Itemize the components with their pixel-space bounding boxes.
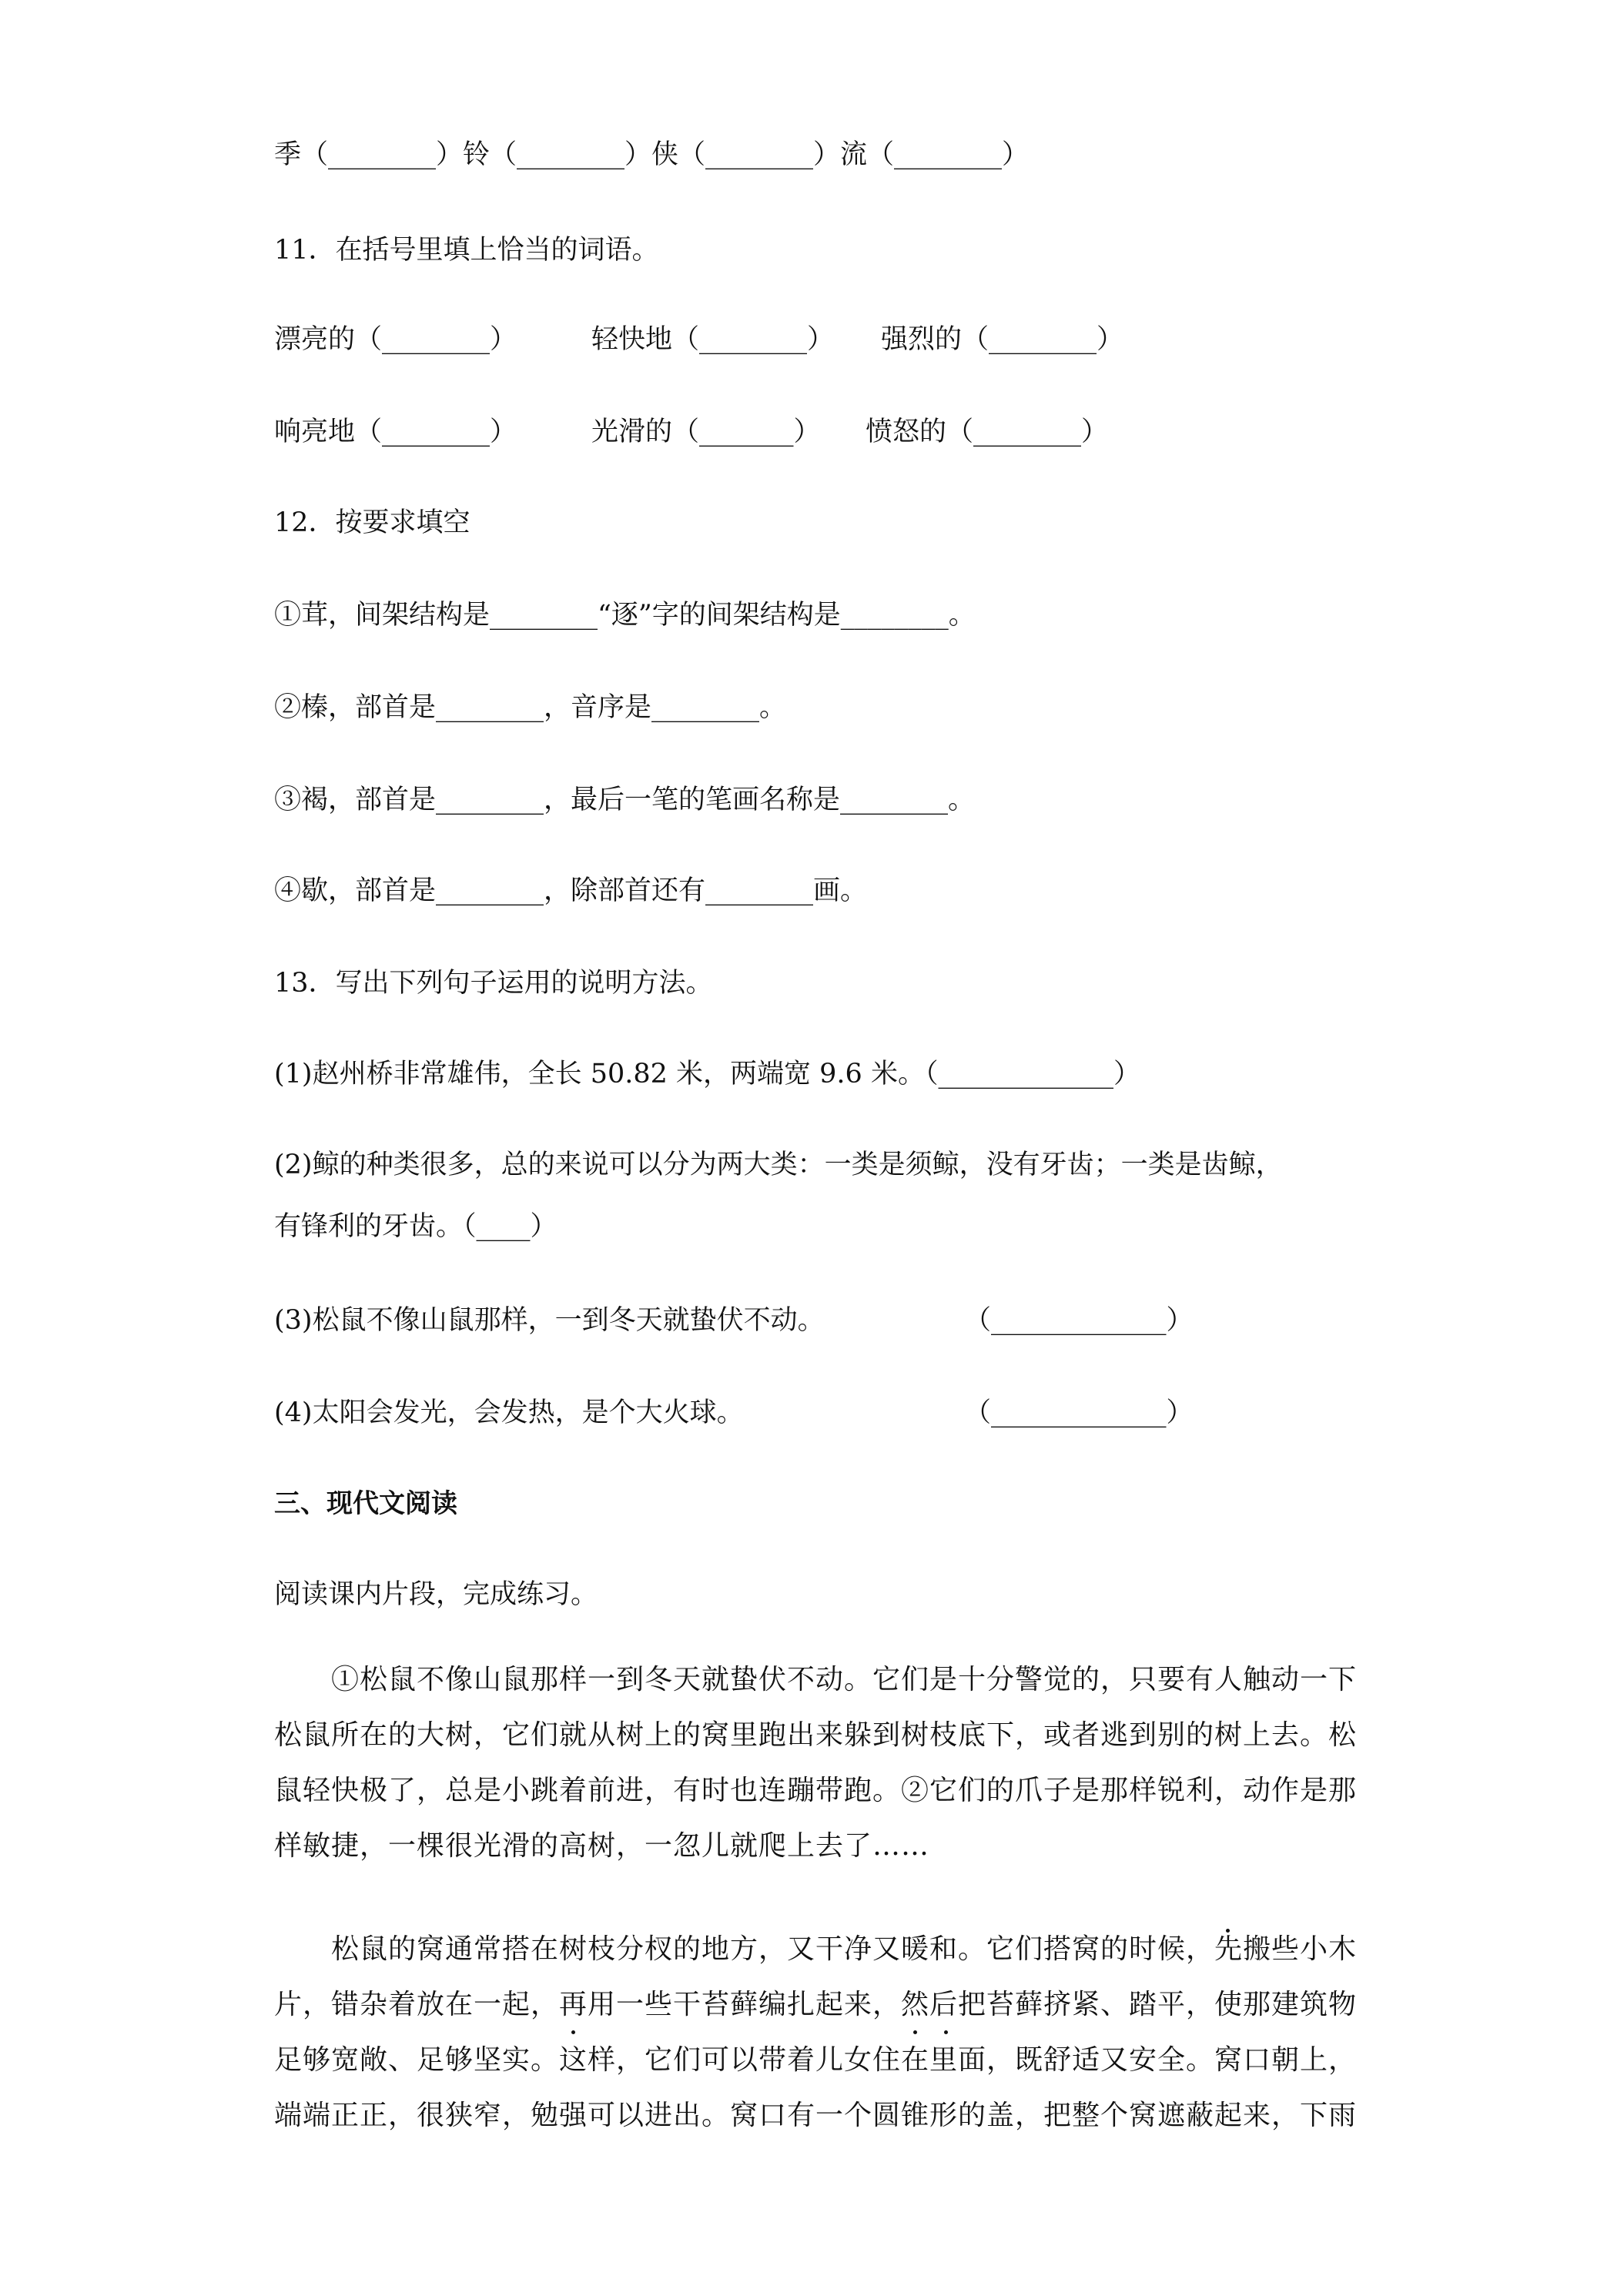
q11-blank-2: 轻快地（________） bbox=[591, 324, 835, 355]
emphasis-dot bbox=[944, 2030, 948, 2034]
q13-item-3: (3)松鼠不像山鼠那样，一到冬天就蛰伏不动。 bbox=[274, 1305, 825, 1336]
passage-para1-line-2: 松鼠所在的大树，它们就从树上的窝里跑出来躲到树枝底下，或者逃到别的树上去。松 bbox=[274, 1719, 1358, 1751]
q12-item-2: ②榛，部首是________，音序是________。 bbox=[274, 692, 787, 723]
emphasis-dot bbox=[1226, 1929, 1230, 1933]
q13-item-4-blank: （_____________） bbox=[964, 1397, 1194, 1428]
q13-item-3-blank: （_____________） bbox=[964, 1305, 1194, 1336]
q11-blank-3: 强烈的（________） bbox=[881, 324, 1124, 355]
emphasis-dot bbox=[571, 2030, 575, 2034]
passage-para2-line-4: 端端正正，很狭窄，勉强可以进出。窝口有一个圆锥形的盖，把整个窝遮蔽起来，下雨 bbox=[274, 2100, 1358, 2131]
passage-para1-line-1: ①松鼠不像山鼠那样一到冬天就蛰伏不动。它们是十分警觉的，只要有人触动一下 bbox=[274, 1664, 1358, 1695]
q10-blanks-line: 季（________）铃（________）侠（________）流（________） bbox=[274, 139, 1030, 170]
q11-blank-5: 光滑的（_______） bbox=[591, 417, 821, 447]
passage-para2-line-2: 片，错杂着放在一起，再用一些干苔藓编扎起来，然后把苔藓挤紧、踏平，使那建筑物 bbox=[274, 1989, 1358, 2020]
q13-item-2-line-1: (2)鲸的种类很多，总的来说可以分为两大类：一类是须鲸，没有牙齿；一类是齿鲸， bbox=[274, 1150, 1283, 1180]
emphasis-dot bbox=[913, 2030, 917, 2034]
q13-item-1: (1)赵州桥非常雄伟，全长 50.82 米，两端宽 9.6 米。（_____________） bbox=[274, 1059, 1140, 1089]
q11-blank-4: 响亮地（________） bbox=[274, 417, 517, 447]
q12-title: 12．按要求填空 bbox=[274, 507, 470, 538]
q11-title: 11．在括号里填上恰当的词语。 bbox=[274, 235, 659, 266]
passage-para2-line-3: 足够宽敞、足够坚实。这样，它们可以带着儿女住在里面，既舒适又安全。窝口朝上， bbox=[274, 2044, 1358, 2076]
passage-para1-line-3: 鼠轻快极了，总是小跳着前进，有时也连蹦带跑。②它们的爪子是那样锐利，动作是那 bbox=[274, 1775, 1358, 1806]
passage-para2-line-1: 松鼠的窝通常搭在树枝分杈的地方，又干净又暖和。它们搭窝的时候，先搬些小木 bbox=[274, 1933, 1358, 1965]
q11-blank-1: 漂亮的（________） bbox=[274, 324, 517, 355]
q11-blank-6: 愤怒的（________） bbox=[866, 417, 1109, 447]
reading-instruction: 阅读课内片段，完成练习。 bbox=[274, 1579, 598, 1610]
q12-item-4: ④歇，部首是________，除部首还有________画。 bbox=[274, 875, 868, 906]
section-heading: 三、现代文阅读 bbox=[274, 1488, 457, 1519]
passage-para1-line-4: 样敏捷，一棵很光滑的高树，一忽儿就爬上去了…… bbox=[274, 1830, 930, 1862]
q13-title: 13．写出下列句子运用的说明方法。 bbox=[274, 968, 713, 999]
q12-item-3: ③褐，部首是________，最后一笔的笔画名称是________。 bbox=[274, 785, 976, 815]
q12-item-1: ①茸，间架结构是________“逐”字的间架结构是________。 bbox=[274, 600, 976, 631]
q13-item-4: (4)太阳会发光，会发热，是个大火球。 bbox=[274, 1397, 744, 1428]
q13-item-2-line-2: 有锋利的牙齿。（____） bbox=[274, 1211, 558, 1242]
